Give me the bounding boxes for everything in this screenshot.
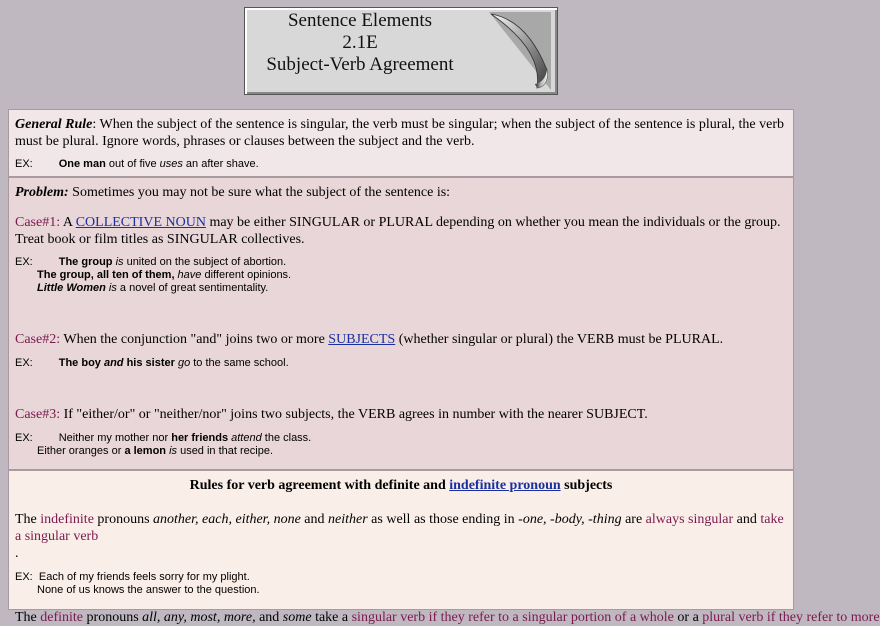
- example-conjunction: and: [103, 357, 124, 369]
- rule-text: The: [15, 610, 41, 625]
- page-curl-icon: [487, 10, 553, 92]
- title-line-1: Sentence Elements: [287, 10, 433, 31]
- ex-label: EX:: [15, 357, 33, 369]
- rule-highlight: plural verb if they refer to more: [702, 610, 880, 625]
- example-title: Little Women: [37, 282, 106, 294]
- ex-label: EX:: [15, 256, 33, 268]
- problem-text: Sometimes you may not be sure what the subject of the sentence is:: [68, 185, 451, 200]
- rules-heading-text: subjects: [560, 478, 613, 493]
- example-bold: The group: [58, 256, 113, 268]
- example-text: Neither my mother nor: [58, 432, 172, 444]
- title-line-3: Subject-Verb Agreement: [266, 54, 454, 75]
- example-bold: The boy: [58, 357, 104, 369]
- rule-text: take a: [311, 610, 352, 625]
- rule-pronouns: some: [282, 610, 312, 625]
- rule-text: and: [300, 512, 329, 527]
- rule-highlight: indefinite: [40, 512, 94, 527]
- example-bold: a lemon: [124, 445, 167, 457]
- case1-label: Case#1:: [15, 215, 61, 230]
- ex-label: EX:: [15, 432, 33, 444]
- example-text: to the same school.: [190, 357, 289, 369]
- rule-highlight: definite: [40, 610, 84, 625]
- indefinite-rule: [15, 511, 787, 562]
- rules-heading-text: Rules for verb agreement with definite and: [189, 478, 450, 493]
- example-text: used in that recipe.: [177, 445, 274, 457]
- case2-text: (whether singular or plural) the VERB must be PLURAL.: [395, 332, 724, 347]
- title-box: [244, 7, 558, 95]
- rule-text: pronouns: [83, 610, 143, 625]
- example-text: united on the subject of abortion.: [123, 256, 287, 268]
- rule-text: are: [621, 512, 646, 527]
- example-text: an after shave.: [182, 158, 259, 170]
- example-verb: go: [174, 357, 191, 369]
- example-verb: attend: [228, 432, 262, 444]
- case1-text: may be either SINGULAR or PLURAL depending on whether you mean the individuals or the group. Treat book or film titles as SINGULAR collectives.: [15, 215, 781, 247]
- title-line-2: 2.1E: [342, 32, 378, 53]
- problem-panel: [8, 177, 794, 470]
- example-bold: her friends: [171, 432, 229, 444]
- example-verb: is: [166, 445, 178, 457]
- example-text: Either oranges or: [37, 445, 125, 457]
- rule-text: as well as those ending in: [367, 512, 519, 527]
- example-text: a novel of great sentimentality.: [116, 282, 269, 294]
- example-bold: One man: [58, 158, 106, 170]
- collective-noun-link[interactable]: COLLECTIVE NOUN: [75, 215, 206, 230]
- case3-examples: [15, 432, 787, 458]
- rule-highlight: always singular: [645, 512, 734, 527]
- example-verb: is: [112, 256, 124, 268]
- rule-pronouns: all, any, most, more,: [142, 610, 256, 625]
- example-text: None of us knows the answer to the question.: [37, 584, 260, 596]
- general-rule-text: : When the subject of the sentence is singular, the verb must be singular; when the subject of the sentence is plural, the verb must be plural. Ignore words, phrases or clauses between the subject and the verb.: [15, 117, 784, 149]
- example-verb: have: [174, 269, 202, 281]
- case3-text: If "either/or" or "neither/nor" joins two subjects, the VERB agrees in number with the nearer SUBJECT.: [60, 407, 648, 422]
- case2-text: When the conjunction "and" joins two or more: [60, 332, 329, 347]
- rule-text: .: [15, 546, 19, 561]
- example-text: different opinions.: [201, 269, 292, 281]
- example-verb: is: [105, 282, 117, 294]
- rule-text: and: [255, 610, 283, 625]
- general-rule-label: General Rule: [15, 117, 93, 132]
- case2-label: Case#2:: [15, 332, 61, 347]
- rule-highlight: take a singular verb: [15, 512, 784, 544]
- example-text: Each of my friends feels sorry for my plight.: [38, 571, 250, 583]
- case3-label: Case#3:: [15, 407, 61, 422]
- indefinite-examples: [15, 571, 787, 597]
- ex-label: EX:: [15, 571, 33, 583]
- problem-label: Problem:: [15, 185, 69, 200]
- rule-highlight: singular verb if they refer to a singular portion of a whole: [351, 610, 674, 625]
- rule-text: The: [15, 512, 41, 527]
- rules-heading: [15, 477, 787, 494]
- rule-text: and: [733, 512, 761, 527]
- example-bold: his sister: [123, 357, 175, 369]
- example-verb: uses: [159, 158, 183, 170]
- subjects-link[interactable]: SUBJECTS: [328, 332, 396, 347]
- example-bold: The group, all ten of them,: [37, 269, 175, 281]
- pronoun-rules-panel: [8, 470, 880, 625]
- general-rule-panel: [8, 109, 794, 177]
- rule-pronouns: neither: [328, 512, 368, 527]
- rule-pronouns: another, each, either, none: [153, 512, 301, 527]
- case1-examples: [15, 256, 787, 295]
- ex-label: EX:: [15, 158, 33, 170]
- rule-text: or a: [673, 610, 703, 625]
- indefinite-pronoun-link[interactable]: indefinite pronoun: [449, 478, 561, 493]
- rule-text: pronouns: [93, 512, 154, 527]
- case1-text: A: [60, 215, 76, 230]
- example-text: out of five: [105, 158, 160, 170]
- definite-rule: [15, 609, 880, 626]
- rule-pronouns: -one, -body, -thing: [518, 512, 622, 527]
- example-text: the class.: [261, 432, 312, 444]
